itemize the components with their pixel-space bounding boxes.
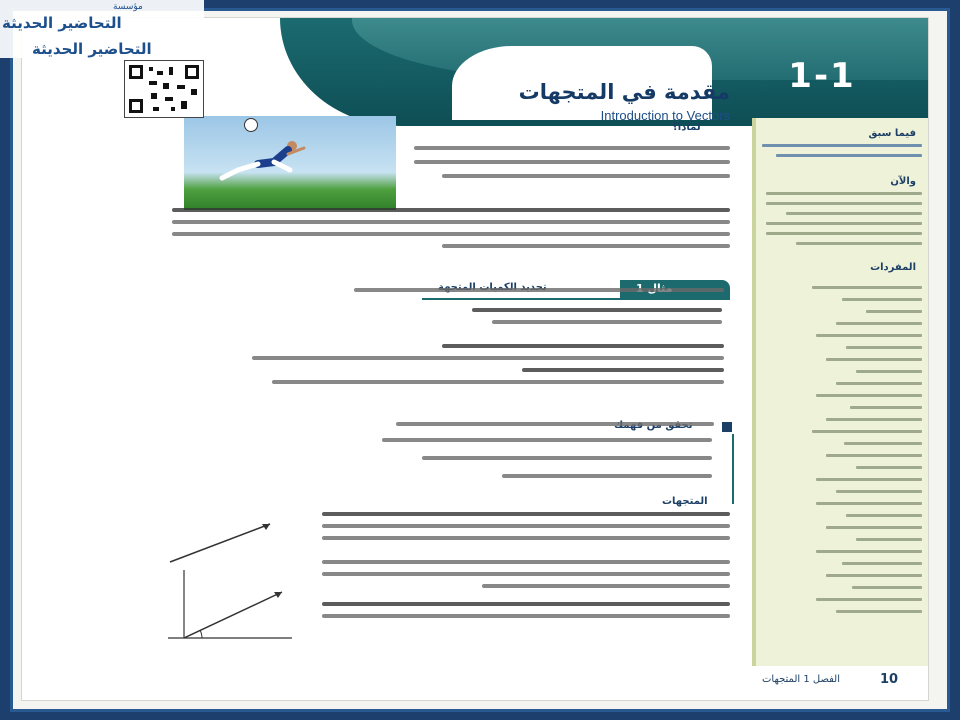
vectors-heading: المتجهات bbox=[662, 496, 708, 507]
example-text-line bbox=[252, 356, 724, 360]
example-text-line bbox=[522, 368, 724, 372]
check-text-line bbox=[422, 456, 712, 460]
lesson-title-english: Introduction to Vectors bbox=[600, 108, 730, 123]
textbook-page bbox=[22, 18, 928, 700]
vocabulary-line bbox=[816, 394, 922, 397]
intro-text-line bbox=[414, 160, 730, 164]
vocabulary-line bbox=[816, 478, 922, 481]
vectors-text-line bbox=[322, 512, 730, 516]
vocabulary-line bbox=[852, 586, 922, 589]
sidebar-heading-now: والآن bbox=[890, 176, 916, 187]
sidebar-line bbox=[766, 222, 922, 225]
logo-badge: مؤسسة bbox=[113, 2, 143, 12]
vocabulary-line bbox=[812, 286, 922, 289]
soccer-ball-icon bbox=[244, 118, 258, 132]
soccer-player-icon bbox=[218, 140, 308, 184]
logo-text: التحاضير الحديثة bbox=[32, 40, 152, 58]
vocabulary-line bbox=[846, 346, 922, 349]
sidebar-line bbox=[796, 242, 922, 245]
example-text-line bbox=[472, 308, 722, 312]
vocabulary-line bbox=[816, 334, 922, 337]
vectors-text-line bbox=[322, 614, 730, 618]
vocabulary-line bbox=[836, 382, 922, 385]
vocabulary-line bbox=[812, 430, 922, 433]
example-rule bbox=[422, 298, 730, 300]
vectors-text-line bbox=[322, 560, 730, 564]
paragraph-line bbox=[172, 232, 730, 236]
qr-code-icon bbox=[124, 60, 204, 118]
vocabulary-line bbox=[842, 298, 922, 301]
sidebar-line bbox=[762, 144, 922, 147]
example-text-line bbox=[272, 380, 724, 384]
vocabulary-line bbox=[826, 526, 922, 529]
vocabulary-line bbox=[844, 442, 922, 445]
sidebar-line bbox=[776, 154, 922, 157]
vocabulary-line bbox=[866, 310, 922, 313]
vocabulary-line bbox=[856, 466, 922, 469]
paragraph-line bbox=[172, 208, 730, 212]
logo-text: التحاضير الحديثة bbox=[2, 14, 122, 32]
vectors-text-line bbox=[322, 524, 730, 528]
intro-text-line bbox=[442, 174, 730, 178]
vocabulary-line bbox=[856, 538, 922, 541]
vocabulary-line bbox=[816, 598, 922, 601]
vocabulary-line bbox=[836, 322, 922, 325]
vectors-text-line bbox=[322, 572, 730, 576]
vocabulary-line bbox=[816, 550, 922, 553]
vocabulary-line bbox=[842, 562, 922, 565]
vocabulary-line bbox=[826, 418, 922, 421]
vocabulary-line bbox=[856, 370, 922, 373]
sidebar-line bbox=[766, 202, 922, 205]
sidebar-line bbox=[766, 232, 922, 235]
vectors-text-line bbox=[322, 602, 730, 606]
sidebar-line bbox=[786, 212, 922, 215]
vector-diagram bbox=[162, 518, 302, 658]
check-text-line bbox=[502, 474, 712, 478]
vocabulary-line bbox=[826, 574, 922, 577]
sidebar bbox=[752, 118, 928, 666]
vectors-text-line bbox=[482, 584, 730, 588]
page-number: 10 bbox=[880, 672, 899, 687]
vocabulary-line bbox=[836, 490, 922, 493]
paragraph-line bbox=[442, 244, 730, 248]
vocabulary-line bbox=[846, 514, 922, 517]
vocabulary-line bbox=[836, 610, 922, 613]
example-text-line bbox=[354, 288, 724, 292]
sidebar-line bbox=[766, 192, 922, 195]
vocabulary-line bbox=[826, 358, 922, 361]
chapter-footer: الفصل 1 المتجهات bbox=[762, 674, 841, 685]
check-section bbox=[382, 434, 734, 504]
check-icon bbox=[722, 422, 732, 432]
check-text-line bbox=[396, 422, 714, 426]
intro-text-line bbox=[414, 146, 730, 150]
check-text-line bbox=[382, 438, 712, 442]
lesson-number: 1-1 bbox=[788, 56, 856, 96]
sidebar-heading-vocabulary: المفردات bbox=[870, 262, 916, 273]
vectors-text-line bbox=[322, 536, 730, 540]
example-text-line bbox=[492, 320, 722, 324]
vocabulary-line bbox=[816, 502, 922, 505]
watermark-logo bbox=[0, 0, 204, 58]
example-text-line bbox=[442, 344, 724, 348]
vocabulary-line bbox=[850, 406, 922, 409]
intro-heading: لماذا؟ bbox=[672, 122, 701, 133]
paragraph-line bbox=[172, 220, 730, 224]
lesson-title-arabic: مقدمة في المتجهات bbox=[518, 80, 730, 104]
vocabulary-line bbox=[826, 454, 922, 457]
sidebar-heading-previous: فيما سبق bbox=[868, 128, 916, 139]
